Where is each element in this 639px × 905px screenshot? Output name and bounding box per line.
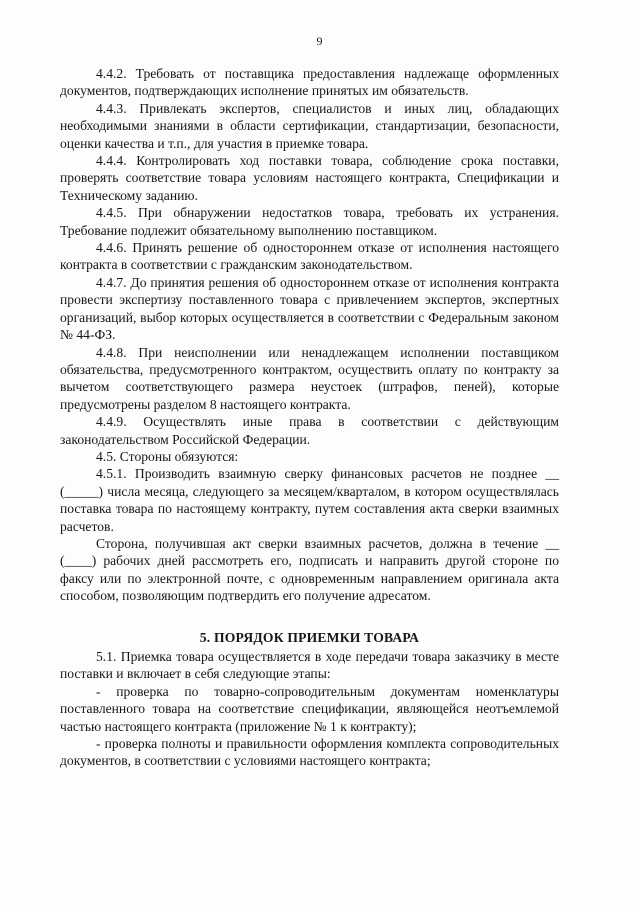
clause-4-4-9: 4.4.9. Осуществлять иные права в соответствии с действующим законодательством Российской Федерации. bbox=[60, 414, 559, 447]
clause-4-4-4: 4.4.4. Контролировать ход поставки товара, соблюдение срока поставки, проверять соответствие товара условиям настоящего контракта, Спецификации и Техническому заданию. bbox=[60, 153, 559, 203]
clause-4-5: 4.5. Стороны обязуются: bbox=[96, 448, 239, 464]
clause-4-4-8: 4.4.8. При неисполнении или ненадлежащем исполнении поставщиком обязательства, предусмотренного контрактом, осуществить оплату по контракту за вычетом соответствующего размера неустоек (штрафов, пеней), которые предусмотрены разделом 8 настоящего контракта. bbox=[60, 344, 559, 412]
clause-4-5-1: 4.5.1. Производить взаимную сверку финансовых расчетов не позднее __ (_____) числа месяца, следующего за месяцем/кварталом, в котором осуществлялась поставка товара по настоящему контракту, путем составления акта сверки взаимных расчетов. bbox=[60, 466, 559, 534]
reconciliation-act-paragraph: Сторона, получившая акт сверки взаимных расчетов, должна в течение __ (____) рабочих дней рассмотреть его, подписать и направить другой стороне по факсу или по электронной почте, с одновременным направлением оригинала акта способом, позволяющим подтвердить его получение адресатом. bbox=[60, 535, 559, 604]
page-number: 9 bbox=[316, 34, 323, 48]
section-heading: 5. ПОРЯДОК ПРИЕМКИ ТОВАРА bbox=[199, 629, 420, 645]
clause-4-4-3: 4.4.3. Привлекать экспертов, специалистов и иных лиц, обладающих необходимыми знаниями в области сертификации, стандартизации, безопасности, оценки качества и т.п., для участия в приемке товара. bbox=[60, 100, 559, 151]
list-item: - проверка полноты и правильности оформления комплекта сопроводительных документов, в соответствии с условиями настоящего контракта; bbox=[60, 736, 559, 769]
clause-4-4-2: 4.4.2. Требовать от поставщика предоставления надлежаще оформленных документов, подтверждающих исполнение принятых им обязательств. bbox=[60, 66, 559, 99]
clause-4-4-5: 4.4.5. При обнаружении недостатков товара, требовать их устранения. Требование подлежит обязательному выполнению поставщиком. bbox=[60, 205, 559, 238]
clause-4-4-7: 4.4.7. До принятия решения об одностороннем отказе от исполнения контракта провести экспертизу поставленного товара с привлечением экспертов, экспертных организаций, выбор которых осуществляется в соответствии с Федеральным законом № 44-ФЗ. bbox=[60, 274, 559, 343]
clause-4-4-6: 4.4.6. Принять решение об одностороннем отказе от исполнения настоящего контракта в соответствии с гражданским законодательством. bbox=[60, 240, 559, 273]
list-item: - проверка по товарно-сопроводительным документам номенклатуры поставленного товара на соответствие спецификации, являющейся неотъемлемой частью настоящего контракта (приложение № 1 к контракту); bbox=[60, 683, 559, 734]
clause-5-1: 5.1. Приемка товара осуществляется в ходе передачи товара заказчику в месте поставки и включает в себя следующие этапы: bbox=[60, 649, 559, 682]
document-body bbox=[60, 65, 559, 770]
